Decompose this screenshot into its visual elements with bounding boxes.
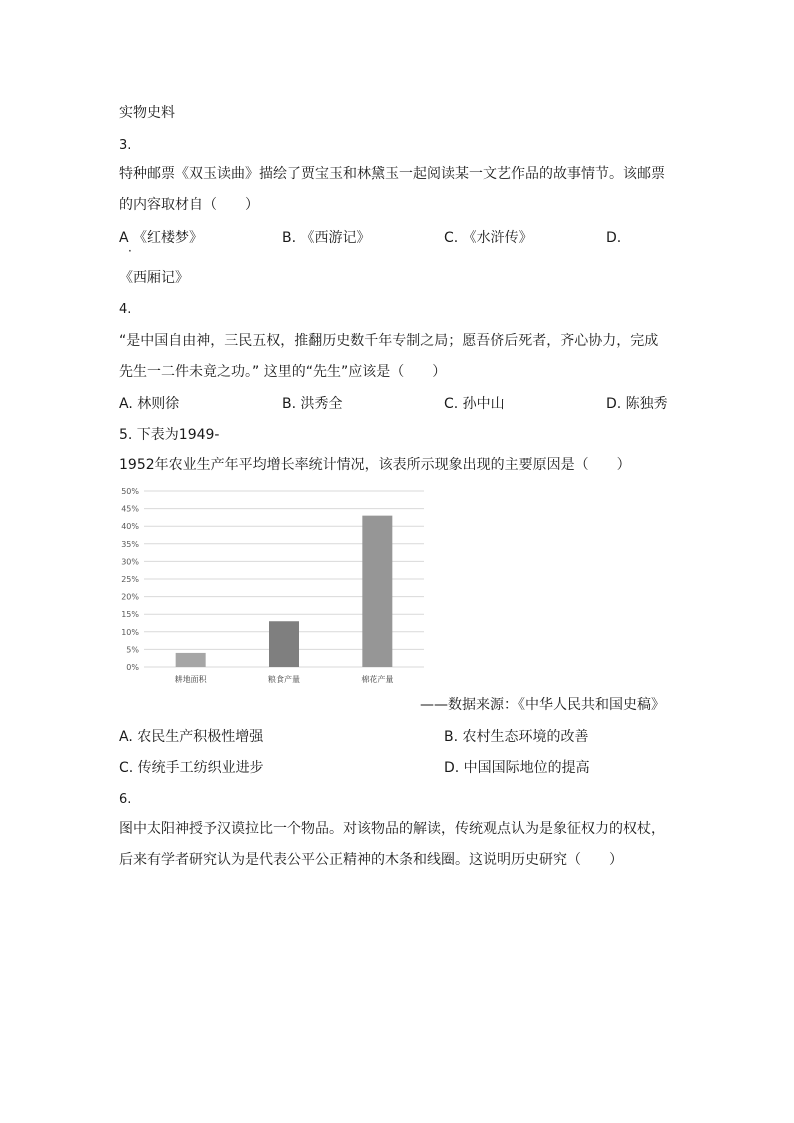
q5-option-a[interactable]: A. 农民生产积极性增强 (119, 729, 264, 745)
q4-stem-line2: 先生一二件未竟之功。” 这里的“先生”应该是（ ） (119, 364, 447, 380)
y-tick-label: 30% (121, 557, 139, 567)
q5-option-d[interactable]: D. 中国国际地位的提高 (444, 760, 590, 776)
growth-rate-bar-chart (110, 482, 440, 692)
y-tick-label: 45% (121, 504, 139, 514)
q6-stem-line1: 图中太阳神授予汉谟拉比一个物品。对该物品的解读，传统观点认为是象征权力的权杖， (119, 821, 665, 837)
y-tick-label: 0% (126, 663, 139, 672)
q3-stem-line2: 的内容取材自（ ） (119, 197, 259, 213)
dot-mark: · (128, 244, 132, 258)
x-category-label: 棉花产量 (361, 675, 394, 684)
bar (176, 653, 206, 667)
q3-option-d[interactable]: D. (606, 230, 622, 246)
section-title: 实物史料 (119, 105, 175, 121)
y-tick-label: 10% (121, 627, 139, 637)
q6-number: 6. (119, 792, 132, 807)
q3-option-b[interactable]: B. 《西游记》 (282, 230, 371, 246)
q5-option-c[interactable]: C. 传统手工纺织业进步 (119, 760, 264, 776)
q5-option-b[interactable]: B. 农村生态环境的改善 (444, 729, 589, 745)
x-category-label: 粮食产量 (268, 675, 300, 684)
q3-option-d-continued: 《西厢记》 (119, 270, 189, 286)
q5-source: ——数据来源：《中华人民共和国史稿》 (420, 697, 665, 713)
q4-option-b[interactable]: B. 洪秀全 (282, 396, 343, 412)
q6-stem-line2: 后来有学者研究认为是代表公平公正精神的木条和线圈。这说明历史研究（ ） (119, 852, 623, 868)
bar (269, 621, 299, 667)
q4-stem-line1: “是中国自由神，三民五权，推翻历史数千年专制之局；愿吾侪后死者，齐心协力，完成 (119, 333, 659, 349)
y-tick-label: 40% (121, 522, 139, 532)
bar (362, 516, 392, 667)
q4-option-d[interactable]: D. 陈独秀 (606, 396, 668, 412)
y-tick-label: 35% (121, 539, 139, 549)
y-tick-label: 50% (121, 487, 139, 496)
x-category-label: 耕地面积 (174, 675, 207, 684)
y-tick-label: 25% (121, 575, 139, 584)
y-tick-label: 20% (121, 592, 139, 602)
q3-option-c[interactable]: C. 《水浒传》 (444, 230, 533, 246)
q4-option-c[interactable]: C. 孙中山 (444, 396, 505, 412)
q3-number: 3. (119, 138, 132, 153)
q3-stem-line1: 特种邮票《双玉读曲》描绘了贾宝玉和林黛玉一起阅读某一文艺作品的故事情节。该邮票 (119, 166, 665, 182)
y-tick-label: 15% (121, 610, 139, 620)
q5-stem-line2: 1952年农业生产年平均增长率统计情况，该表所示现象出现的主要原因是（ ） (119, 457, 631, 473)
y-tick-label: 5% (126, 645, 139, 655)
q4-option-a[interactable]: A. 林则徐 (119, 396, 180, 412)
q4-number: 4. (119, 302, 132, 317)
q5-stem-line1: 5. 下表为1949- (119, 427, 220, 443)
q3-option-a[interactable]: A 《红楼梦》 (119, 230, 204, 246)
